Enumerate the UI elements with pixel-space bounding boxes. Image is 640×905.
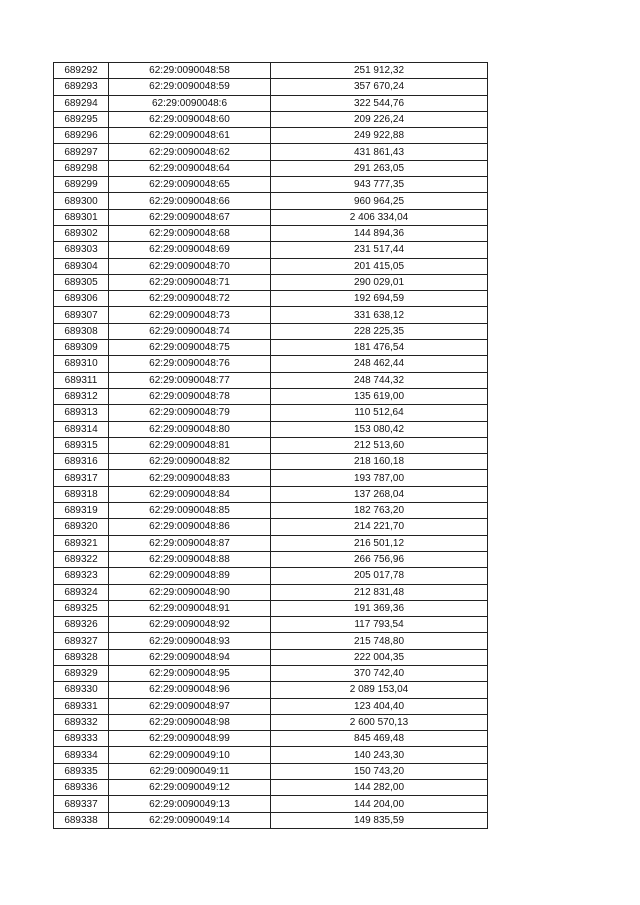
table-row [54,144,488,160]
cadastral-number-cell: 62:29:0090048:78 [109,388,271,404]
row-number-cell: 689321 [54,535,109,551]
table-row [54,79,488,95]
value-cell: 135 619,00 [271,388,488,404]
row-number-cell: 689332 [54,714,109,730]
value-cell: 117 793,54 [271,617,488,633]
cadastral-number-cell: 62:29:0090048:80 [109,421,271,437]
cadastral-number-cell: 62:29:0090048:68 [109,225,271,241]
table-row [54,421,488,437]
row-number-cell: 689334 [54,747,109,763]
table-row [54,633,488,649]
value-cell: 144 204,00 [271,796,488,812]
row-number-cell: 689303 [54,242,109,258]
value-cell: 182 763,20 [271,503,488,519]
cadastral-number-cell: 62:29:0090049:11 [109,763,271,779]
table-row [54,812,488,828]
cadastral-number-cell: 62:29:0090048:76 [109,356,271,372]
table-row [54,177,488,193]
row-number-cell: 689329 [54,665,109,681]
row-number-cell: 689296 [54,128,109,144]
cadastral-number-cell: 62:29:0090048:70 [109,258,271,274]
row-number-cell: 689326 [54,617,109,633]
table-row [54,323,488,339]
cadastral-number-cell: 62:29:0090048:65 [109,177,271,193]
row-number-cell: 689327 [54,633,109,649]
row-number-cell: 689336 [54,780,109,796]
value-cell: 144 894,36 [271,225,488,241]
table-row [54,584,488,600]
row-number-cell: 689307 [54,307,109,323]
value-cell: 228 225,35 [271,323,488,339]
value-cell: 370 742,40 [271,665,488,681]
table-row [54,356,488,372]
table-row [54,763,488,779]
cadastral-number-cell: 62:29:0090048:72 [109,291,271,307]
row-number-cell: 689328 [54,649,109,665]
value-cell: 2 600 570,13 [271,714,488,730]
cadastral-number-cell: 62:29:0090049:10 [109,747,271,763]
value-cell: 144 282,00 [271,780,488,796]
value-cell: 431 861,43 [271,144,488,160]
value-cell: 290 029,01 [271,274,488,290]
cadastral-number-cell: 62:29:0090048:77 [109,372,271,388]
table-row [54,503,488,519]
table-row [54,437,488,453]
table-row [54,600,488,616]
value-cell: 192 694,59 [271,291,488,307]
table-row [54,454,488,470]
value-cell: 357 670,24 [271,79,488,95]
table-row [54,535,488,551]
value-cell: 251 912,32 [271,63,488,79]
row-number-cell: 689333 [54,731,109,747]
table-row [54,405,488,421]
value-cell: 291 263,05 [271,160,488,176]
row-number-cell: 689335 [54,763,109,779]
cadastral-number-cell: 62:29:0090048:66 [109,193,271,209]
value-cell: 140 243,30 [271,747,488,763]
value-cell: 110 512,64 [271,405,488,421]
cadastral-number-cell: 62:29:0090048:79 [109,405,271,421]
table-body [54,63,488,829]
row-number-cell: 689318 [54,486,109,502]
row-number-cell: 689322 [54,551,109,567]
table-row [54,714,488,730]
table-row [54,551,488,567]
table-row [54,698,488,714]
cadastral-number-cell: 62:29:0090048:67 [109,209,271,225]
data-table [53,62,488,829]
cadastral-number-cell: 62:29:0090049:13 [109,796,271,812]
row-number-cell: 689302 [54,225,109,241]
table-row [54,291,488,307]
value-cell: 845 469,48 [271,731,488,747]
cadastral-number-cell: 62:29:0090048:69 [109,242,271,258]
row-number-cell: 689298 [54,160,109,176]
table-row [54,617,488,633]
row-number-cell: 689323 [54,568,109,584]
cadastral-number-cell: 62:29:0090048:99 [109,731,271,747]
table-row [54,274,488,290]
value-cell: 248 744,32 [271,372,488,388]
cadastral-number-cell: 62:29:0090048:86 [109,519,271,535]
value-cell: 231 517,44 [271,242,488,258]
value-cell: 123 404,40 [271,698,488,714]
value-cell: 322 544,76 [271,95,488,111]
value-cell: 216 501,12 [271,535,488,551]
table-row [54,111,488,127]
row-number-cell: 689301 [54,209,109,225]
row-number-cell: 689331 [54,698,109,714]
row-number-cell: 689308 [54,323,109,339]
table-row [54,780,488,796]
value-cell: 137 268,04 [271,486,488,502]
table-row [54,307,488,323]
row-number-cell: 689304 [54,258,109,274]
table-row [54,242,488,258]
row-number-cell: 689325 [54,600,109,616]
value-cell: 201 415,05 [271,258,488,274]
table-row [54,372,488,388]
row-number-cell: 689315 [54,437,109,453]
cadastral-number-cell: 62:29:0090048:85 [109,503,271,519]
value-cell: 248 462,44 [271,356,488,372]
cadastral-number-cell: 62:29:0090048:74 [109,323,271,339]
row-number-cell: 689319 [54,503,109,519]
row-number-cell: 689306 [54,291,109,307]
row-number-cell: 689293 [54,79,109,95]
row-number-cell: 689338 [54,812,109,828]
table-row [54,731,488,747]
cadastral-number-cell: 62:29:0090048:88 [109,551,271,567]
table-row [54,63,488,79]
row-number-cell: 689305 [54,274,109,290]
value-cell: 181 476,54 [271,340,488,356]
cadastral-number-cell: 62:29:0090048:59 [109,79,271,95]
row-number-cell: 689313 [54,405,109,421]
cadastral-number-cell: 62:29:0090048:62 [109,144,271,160]
value-cell: 331 638,12 [271,307,488,323]
row-number-cell: 689309 [54,340,109,356]
cadastral-number-cell: 62:29:0090048:91 [109,600,271,616]
table-row [54,160,488,176]
table-row [54,796,488,812]
value-cell: 266 756,96 [271,551,488,567]
table-row [54,486,488,502]
row-number-cell: 689311 [54,372,109,388]
cadastral-number-cell: 62:29:0090048:97 [109,698,271,714]
cadastral-number-cell: 62:29:0090048:58 [109,63,271,79]
cadastral-number-cell: 62:29:0090048:95 [109,665,271,681]
cadastral-number-cell: 62:29:0090048:6 [109,95,271,111]
row-number-cell: 689312 [54,388,109,404]
row-number-cell: 689310 [54,356,109,372]
cadastral-number-cell: 62:29:0090048:96 [109,682,271,698]
row-number-cell: 689330 [54,682,109,698]
table-row [54,470,488,486]
table-row [54,747,488,763]
row-number-cell: 689337 [54,796,109,812]
value-cell: 249 922,88 [271,128,488,144]
cadastral-number-cell: 62:29:0090048:94 [109,649,271,665]
value-cell: 960 964,25 [271,193,488,209]
table-row [54,388,488,404]
table-row [54,665,488,681]
value-cell: 2 406 334,04 [271,209,488,225]
cadastral-number-cell: 62:29:0090049:14 [109,812,271,828]
value-cell: 222 004,35 [271,649,488,665]
cadastral-number-cell: 62:29:0090048:98 [109,714,271,730]
row-number-cell: 689300 [54,193,109,209]
cadastral-number-cell: 62:29:0090048:73 [109,307,271,323]
table-row [54,340,488,356]
value-cell: 149 835,59 [271,812,488,828]
cadastral-number-cell: 62:29:0090048:84 [109,486,271,502]
value-cell: 218 160,18 [271,454,488,470]
row-number-cell: 689316 [54,454,109,470]
table-row [54,682,488,698]
table-row [54,649,488,665]
value-cell: 2 089 153,04 [271,682,488,698]
table-row [54,568,488,584]
table-row [54,95,488,111]
cadastral-number-cell: 62:29:0090048:71 [109,274,271,290]
cadastral-number-cell: 62:29:0090048:93 [109,633,271,649]
cadastral-number-cell: 62:29:0090048:75 [109,340,271,356]
table-row [54,225,488,241]
value-cell: 214 221,70 [271,519,488,535]
table-row [54,193,488,209]
row-number-cell: 689297 [54,144,109,160]
value-cell: 943 777,35 [271,177,488,193]
value-cell: 209 226,24 [271,111,488,127]
value-cell: 191 369,36 [271,600,488,616]
row-number-cell: 689295 [54,111,109,127]
table-row [54,258,488,274]
cadastral-number-cell: 62:29:0090048:89 [109,568,271,584]
value-cell: 212 513,60 [271,437,488,453]
value-cell: 215 748,80 [271,633,488,649]
value-cell: 205 017,78 [271,568,488,584]
cadastral-number-cell: 62:29:0090048:92 [109,617,271,633]
cadastral-number-cell: 62:29:0090048:64 [109,160,271,176]
cadastral-number-cell: 62:29:0090048:81 [109,437,271,453]
value-cell: 193 787,00 [271,470,488,486]
row-number-cell: 689317 [54,470,109,486]
row-number-cell: 689294 [54,95,109,111]
value-cell: 212 831,48 [271,584,488,600]
row-number-cell: 689314 [54,421,109,437]
cadastral-number-cell: 62:29:0090049:12 [109,780,271,796]
row-number-cell: 689299 [54,177,109,193]
cadastral-number-cell: 62:29:0090048:83 [109,470,271,486]
table-row [54,128,488,144]
cadastral-number-cell: 62:29:0090048:60 [109,111,271,127]
cadastral-number-cell: 62:29:0090048:82 [109,454,271,470]
cadastral-number-cell: 62:29:0090048:61 [109,128,271,144]
table-row [54,519,488,535]
row-number-cell: 689292 [54,63,109,79]
cadastral-number-cell: 62:29:0090048:90 [109,584,271,600]
value-cell: 150 743,20 [271,763,488,779]
table-row [54,209,488,225]
row-number-cell: 689320 [54,519,109,535]
value-cell: 153 080,42 [271,421,488,437]
row-number-cell: 689324 [54,584,109,600]
cadastral-number-cell: 62:29:0090048:87 [109,535,271,551]
